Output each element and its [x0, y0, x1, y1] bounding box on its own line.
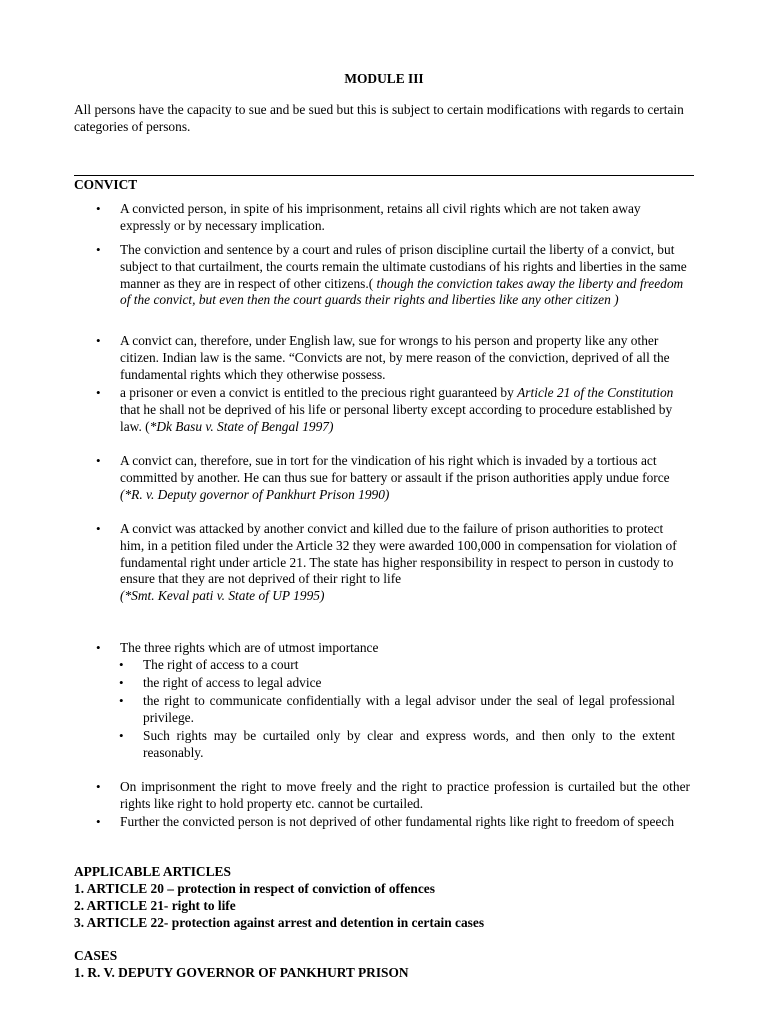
- bullet-6-citation: (*Smt. Keval pati v. State of UP 1995): [120, 588, 325, 604]
- horizontal-rule: [74, 175, 694, 176]
- bullet-2-text: The conviction and sentence by a court and rules of prison discipline curtail the liberty of a convict, but subject to that curtailment, the courts remain the ultimate custodians of his rights and liberties in the same manner as they are in respect of other citizens.(: [120, 242, 687, 291]
- sub-bullet-3: • the right to communicate confidentially with a legal advisor under the seal of legal professional privilege.: [143, 693, 675, 727]
- bullet-2-italic: though the conviction takes away the liberty and freedom of the convict, but even then the court guards their rights and liberties like any other citizen ): [120, 275, 684, 308]
- bullet-item-3: • A convict can, therefore, under English law, sue for wrongs to his person and property like any other citizen. Indian law is the same. “Convicts are not, by mere reason of the conviction, deprived of all the fundamental rights which they otherwise possess.: [120, 333, 690, 383]
- bullet-item-2: [120, 242, 690, 309]
- page-title: MODULE III: [344, 71, 424, 86]
- sub-bullet-2: • the right of access to legal advice: [143, 675, 675, 692]
- bullet-item-4: [120, 385, 690, 435]
- bullet-item-9: • Further the convicted person is not deprived of other fundamental rights like right to freedom of speech: [120, 814, 690, 831]
- bullet-5-italic: (*R. v. Deputy governor of Pankhurt Prison 1990): [120, 486, 390, 502]
- bullet-item-7: • The three rights which are of utmost importance: [120, 640, 690, 657]
- section-heading-convict: CONVICT: [74, 177, 138, 192]
- bullet-item-1: • A convicted person, in spite of his imprisonment, retains all civil rights which are not taken away expressly or by necessary implication.: [120, 201, 690, 235]
- bullet-item-6: [120, 521, 690, 605]
- intro-paragraph: All persons have the capacity to sue and be sued but this is subject to certain modifications with regards to certain categories of persons.: [74, 102, 684, 134]
- article-item-2: 2. ARTICLE 21- right to life: [74, 898, 236, 913]
- article-item-1: 1. ARTICLE 20 – protection in respect of conviction of offences: [74, 881, 435, 896]
- bullet-4-italic-case: *Dk Basu v. State of Bengal 1997): [149, 418, 334, 434]
- bullet-6-text: A convict was attacked by another convict and killed due to the failure of prison authorities to protect him, in a petition filed under the Article 32 they were awarded 100,000 in compensation for violation of fundamental right under article 21. The state has higher responsibility in respect to person in custody to ensure that they are not deprived of their right to life: [120, 521, 677, 587]
- bullet-item-8: • On imprisonment the right to move freely and the right to practice profession is curtailed but the other rights like right to hold property etc. cannot be curtailed.: [120, 779, 690, 813]
- bullet-4-text-a: a prisoner or even a convict is entitled to the precious right guaranteed by: [120, 385, 518, 400]
- case-item-1: 1. R. V. DEPUTY GOVERNOR OF PANKHURT PRISON: [74, 965, 409, 980]
- section-heading-cases: CASES: [74, 948, 118, 963]
- bullet-4-text-b: that he shall not be deprived of his life or personal liberty except according to procedure established by law. (: [120, 401, 673, 434]
- section-heading-articles: APPLICABLE ARTICLES: [74, 864, 231, 879]
- sub-bullet-4: • Such rights may be curtailed only by clear and express words, and then only to the extent reasonably.: [143, 728, 675, 762]
- bullet-5-text: A convict can, therefore, sue in tort for the vindication of his right which is invaded by a tortious act committed by another. He can thus sue for battery or assault if the prison authorities apply undue force: [120, 453, 670, 485]
- article-item-3: 3. ARTICLE 22- protection against arrest and detention in certain cases: [74, 915, 485, 930]
- bullet-item-5: [120, 453, 690, 503]
- sub-bullet-1: • The right of access to a court: [143, 657, 675, 674]
- bullet-4-italic-article: Article 21 of the Constitution: [517, 385, 674, 400]
